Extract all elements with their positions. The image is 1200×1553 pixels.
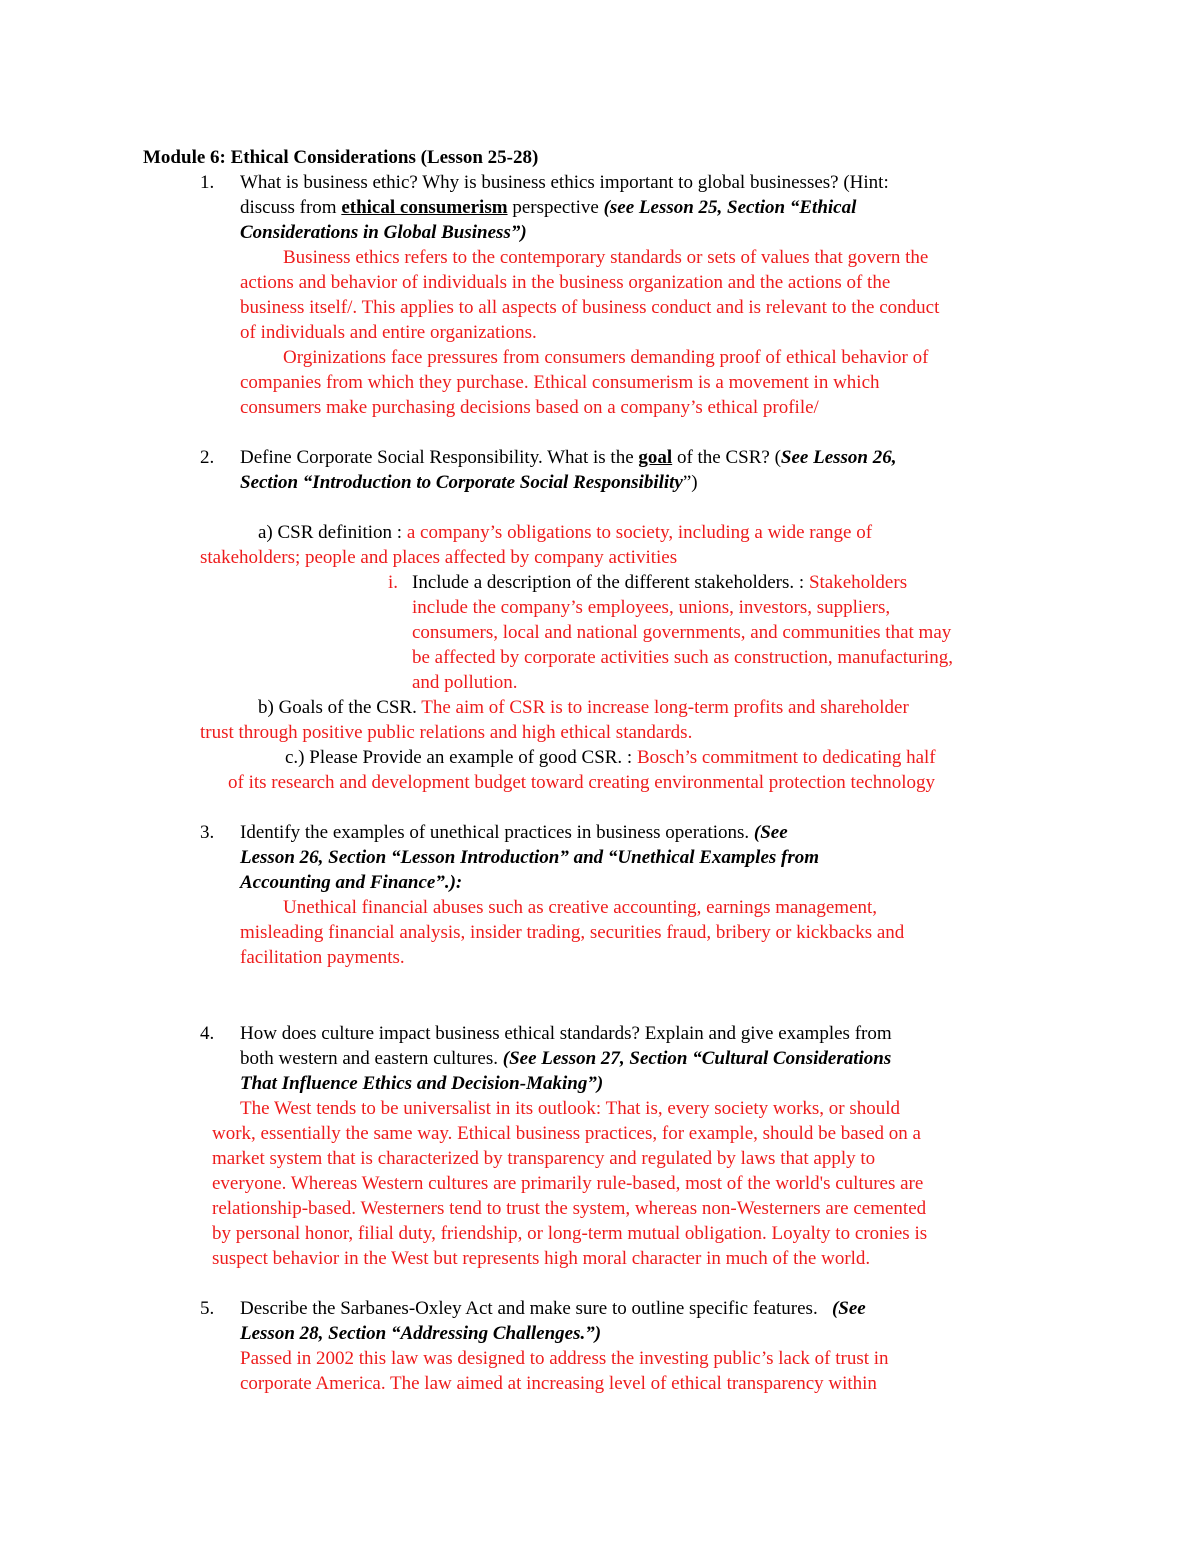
question-1-reference: (see Lesson 25, Section “Ethical: [603, 197, 857, 218]
answer-1-line-1: Business ethics refers to the contemporary standards or sets of values that govern the: [283, 247, 929, 268]
answer-4-line-3: market system that is characterized by transparency and regulated by laws that apply to: [212, 1148, 876, 1169]
question-1-keyword: ethical consumerism: [341, 197, 508, 218]
stakeholders-line-5: and pollution.: [412, 672, 518, 693]
question-5-text: Describe the Sarbanes-Oxley Act and make sure to outline specific features.: [240, 1298, 832, 1319]
question-1-text: discuss from: [240, 197, 342, 218]
question-2-text-cont: of the CSR? (: [672, 447, 781, 468]
answer-5-line-2: corporate America. The law aimed at increasing level of ethical transparency within: [240, 1373, 877, 1394]
answer-4-line-2: work, essentially the same way. Ethical business practices, for example, should be based on a: [212, 1123, 921, 1144]
question-4-line-2: [240, 1046, 891, 1071]
answer-3-line-1: Unethical financial abuses such as creative accounting, earnings management,: [283, 897, 878, 918]
answer-1-line-2: actions and behavior of individuals in the business organization and the actions of the: [240, 272, 891, 293]
answer-1-line-5: Orginizations face pressures from consumers demanding proof of ethical behavior of: [283, 347, 929, 368]
stakeholders-label: Include a description of the different stakeholders. :: [412, 572, 809, 593]
answer-5-line-1: Passed in 2002 this law was designed to address the investing public’s lack of trust in: [240, 1348, 889, 1369]
stakeholders-answer: Stakeholders: [808, 572, 908, 593]
answer-4-line-5: relationship-based. Westerners tend to trust the system, whereas non-Westerners are cemented: [212, 1198, 927, 1219]
stakeholders-line-3: consumers, local and national governments, and communities that may: [412, 622, 952, 643]
stakeholders-line-2: include the company’s employees, unions, investors, suppliers,: [412, 597, 891, 618]
answer-1-line-7: consumers make purchasing decisions based on a company’s ethical profile/: [240, 397, 819, 418]
stakeholders-line-1: [412, 570, 907, 595]
question-1-reference-cont: Considerations in Global Business”): [240, 222, 527, 243]
question-2-number: 2.: [200, 447, 215, 468]
question-2-keyword: goal: [638, 447, 673, 468]
csr-example-line-1: [285, 745, 936, 770]
question-2-line-1: [240, 445, 896, 470]
question-5-line-2: Lesson 28, Section “Addressing Challenges.”): [240, 1323, 602, 1344]
csr-example-answer: Bosch’s commitment to dedicating half: [636, 747, 936, 768]
question-3-reference: (See: [753, 822, 788, 843]
stakeholders-number: i.: [388, 572, 399, 593]
question-2-reference-cont: Section “Introduction to Corporate Social Responsibility: [240, 472, 683, 493]
csr-example-line-2: of its research and development budget toward creating environmental protection technology: [228, 772, 935, 793]
answer-1-line-6: companies from which they purchase. Ethical consumerism is a movement in which: [240, 372, 880, 393]
csr-goals-line-2: trust through positive public relations and high ethical standards.: [200, 722, 693, 743]
question-4-line-1: How does culture impact business ethical standards? Explain and give examples from: [240, 1023, 892, 1044]
question-3-line-3: Accounting and Finance”.):: [240, 872, 463, 893]
question-3-number: 3.: [200, 822, 215, 843]
csr-definition-label: a) CSR definition :: [258, 522, 407, 543]
question-1-line-2: [240, 195, 856, 220]
question-2-reference: See Lesson 26,: [780, 447, 897, 468]
question-1-text-cont: perspective: [507, 197, 604, 218]
answer-3-line-2: misleading financial analysis, insider trading, securities fraud, bribery or kickbacks and: [240, 922, 905, 943]
question-4-text: both western and eastern cultures.: [240, 1048, 503, 1069]
question-1-line-1: What is business ethic? Why is business ethics important to global businesses? (Hint:: [240, 172, 889, 193]
question-5-reference: (See: [831, 1298, 866, 1319]
csr-goals-label: b) Goals of the CSR.: [258, 697, 422, 718]
question-3-text: Identify the examples of unethical practices in business operations.: [240, 822, 754, 843]
question-3-line-2: Lesson 26, Section “Lesson Introduction” and “Unethical Examples from: [240, 847, 820, 868]
answer-1-line-3: business itself/. This applies to all aspects of business conduct and is relevant to the conduct: [240, 297, 940, 318]
answer-1-line-4: of individuals and entire organizations.: [240, 322, 537, 343]
question-2-line-2: [240, 470, 698, 495]
csr-definition-answer: a company’s obligations to society, including a wide range of: [406, 522, 873, 543]
question-3-line-1: [240, 820, 788, 845]
question-2-reference-close: ”): [682, 472, 698, 493]
question-4-line-3: That Influence Ethics and Decision-Making”): [240, 1073, 604, 1094]
question-2-text: Define Corporate Social Responsibility. What is the: [240, 447, 639, 468]
answer-4-line-1: The West tends to be universalist in its outlook: That is, every society works, or should: [240, 1098, 901, 1119]
answer-4-line-7: suspect behavior in the West but represents high moral character in much of the world.: [212, 1248, 871, 1269]
question-4-reference: (See Lesson 27, Section “Cultural Considerations: [502, 1048, 892, 1069]
answer-3-line-3: facilitation payments.: [240, 947, 405, 968]
question-5-line-1: [240, 1296, 866, 1321]
csr-goals-answer: The aim of CSR is to increase long-term profits and shareholder: [421, 697, 909, 718]
answer-4-line-6: by personal honor, filial duty, friendship, or long-term mutual obligation. Loyalty to cronies is: [212, 1223, 928, 1244]
question-1-number: 1.: [200, 172, 215, 193]
question-5-number: 5.: [200, 1298, 215, 1319]
question-4-number: 4.: [200, 1023, 215, 1044]
stakeholders-line-4: be affected by corporate activities such as construction, manufacturing,: [412, 647, 953, 668]
answer-4-line-4: everyone. Whereas Western cultures are primarily rule-based, most of the world's cultures are: [212, 1173, 924, 1194]
csr-example-label: c.) Please Provide an example of good CSR. :: [285, 747, 637, 768]
csr-definition-line-1: [258, 520, 872, 545]
csr-definition-line-2: stakeholders; people and places affected by company activities: [200, 547, 678, 568]
csr-goals-line-1: [258, 695, 909, 720]
page-title: Module 6: Ethical Considerations (Lesson 25-28): [143, 147, 539, 168]
